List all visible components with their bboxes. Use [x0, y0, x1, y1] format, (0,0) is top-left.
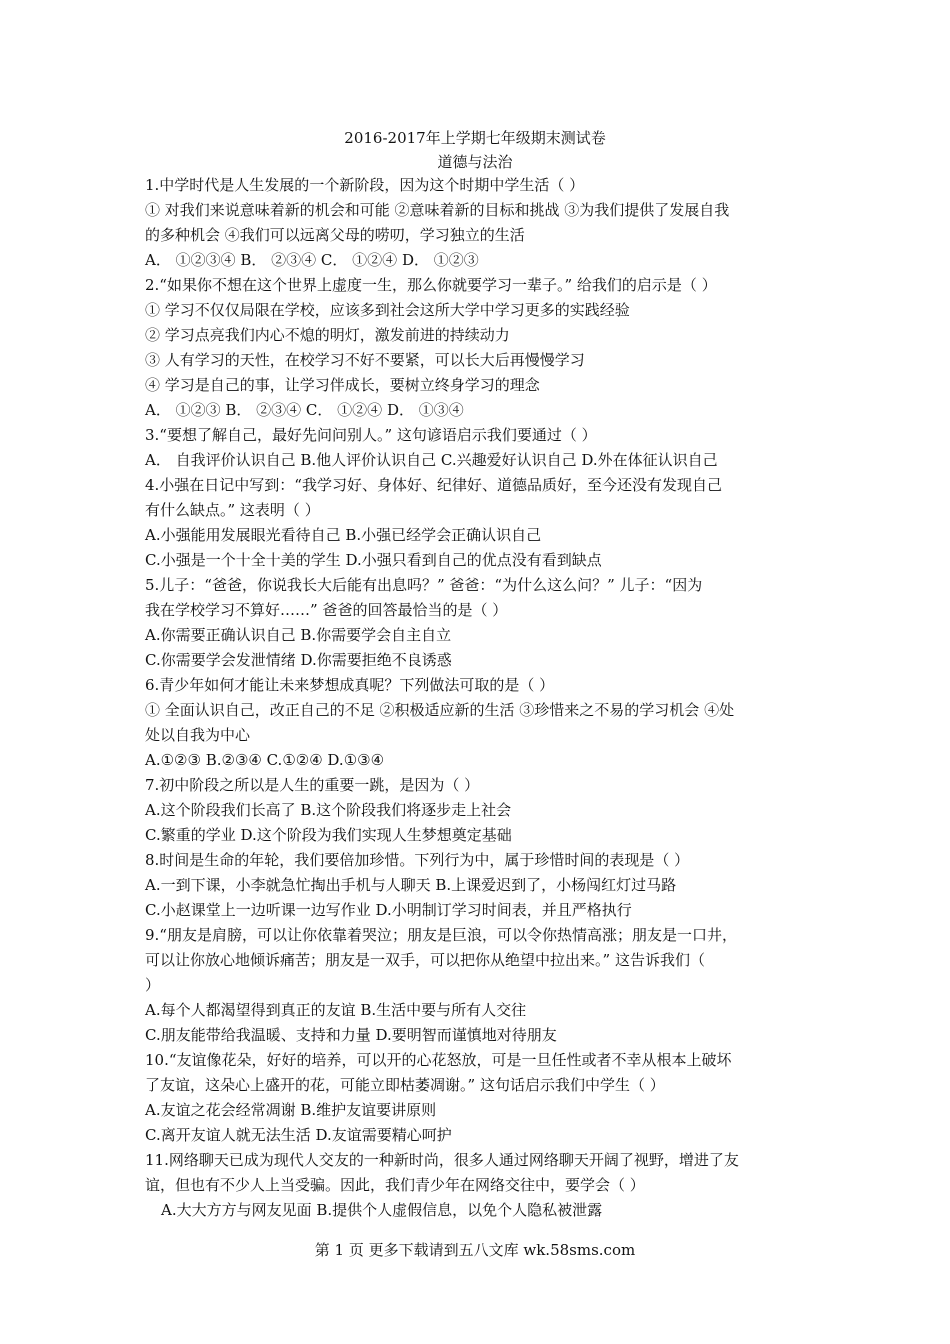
- text-line: 5.儿子：“爸爸，你说我长大后能有出息吗？” 爸爸：“为什么这么问？” 儿子：“因为: [145, 576, 703, 594]
- text-line: A.这个阶段我们长高了 B.这个阶段我们将逐步走上社会: [145, 801, 512, 819]
- text-line: ④ 学习是自己的事，让学习伴成长，要树立终身学习的理念: [145, 376, 540, 394]
- text-line: A.每个人都渴望得到真正的友谊 B.生活中要与所有人交往: [145, 1001, 527, 1019]
- text-line: 我在学校学习不算好……” 爸爸的回答最恰当的是（ ）: [145, 601, 508, 619]
- text-line: ② 学习点亮我们内心不熄的明灯，激发前进的持续动力: [145, 326, 510, 344]
- text-line: C.朋友能带给我温暖、支持和力量 D.要明智而谨慎地对待朋友: [145, 1026, 557, 1044]
- text-line: 了友谊，这朵心上盛开的花，可能立即枯萎凋谢。” 这句话启示我们中学生（ ）: [145, 1076, 665, 1094]
- text-line: A． 自我评价认识自己 B.他人评价认识自己 C.兴趣爱好认识自己 D.外在体征认识自己: [145, 451, 718, 469]
- text-line: 的多种机会 ④我们可以远离父母的唠叨，学习独立的生活: [145, 226, 525, 244]
- text-line: ）: [145, 976, 161, 994]
- text-line: 有什么缺点。” 这表明（ ）: [145, 501, 320, 519]
- text-line: 11.网络聊天已成为现代人交友的一种新时尚，很多人通过网络聊天开阔了视野，增进了友: [145, 1151, 739, 1169]
- text-line: 2.“如果你不想在这个世界上虚度一生，那么你就要学习一辈子。” 给我们的启示是（ ）: [145, 276, 717, 294]
- text-line: 6.青少年如何才能让未来梦想成真呢？下列做法可取的是（ ）: [145, 676, 555, 694]
- text-line: A.①②③ B.②③④ C.①②④ D.①③④: [145, 751, 385, 769]
- text-line: ① 全面认识自己，改正自己的不足 ②积极适应新的生活 ③珍惜来之不易的学习机会 ④处: [145, 701, 735, 719]
- text-line: ① 学习不仅仅局限在学校，应该多到社会这所大学中学习更多的实践经验: [145, 301, 630, 319]
- text-line: C.离开友谊人就无法生活 D.友谊需要精心呵护: [145, 1126, 452, 1144]
- text-line: 处以自我为中心: [145, 726, 251, 744]
- text-line: A． ①②③④ B． ②③④ C． ①②④ D． ①②③: [145, 251, 479, 269]
- text-line: 8.时间是生命的年轮，我们要倍加珍惜。下列行为中，属于珍惜时间的表现是（ ）: [145, 851, 690, 869]
- text-line: A.你需要正确认识自己 B.你需要学会自主自立: [145, 626, 452, 644]
- text-line: 4.小强在日记中写到：“我学习好、身体好、纪律好、道德品质好，至今还没有发现自己: [145, 476, 722, 494]
- question-body: [145, 173, 825, 1223]
- text-line: 谊，但也有不少人上当受骗。因此，我们青少年在网络交往中，要学会（ ）: [145, 1176, 645, 1194]
- exam-subject: 道德与法治: [437, 153, 513, 171]
- text-line: C.繁重的学业 D.这个阶段为我们实现人生梦想奠定基础: [145, 826, 512, 844]
- text-line: ① 对我们来说意味着新的机会和可能 ②意味着新的目标和挑战 ③为我们提供了发展自我: [145, 201, 730, 219]
- text-line: A.一到下课，小李就急忙掏出手机与人聊天 B.上课爱迟到了，小杨闯红灯过马路: [145, 876, 677, 894]
- text-line: 9.“朋友是肩膀，可以让你依靠着哭泣；朋友是巨浪，可以令你热情高涨；朋友是一口井，: [145, 926, 737, 944]
- text-line: A． ①②③ B． ②③④ C． ①②④ D． ①③④: [145, 401, 464, 419]
- text-line: 可以让你放心地倾诉痛苦；朋友是一双手，可以把你从绝望中拉出来。” 这告诉我们（: [145, 951, 705, 969]
- page-footer: 第 1 页 更多下载请到五八文库 wk.58sms.com: [314, 1241, 636, 1259]
- text-line: 1.中学时代是人生发展的一个新阶段，因为这个时期中学生活（ ）: [145, 176, 585, 194]
- text-line: C.你需要学会发泄情绪 D.你需要拒绝不良诱惑: [145, 651, 452, 669]
- text-line: 7.初中阶段之所以是人生的重要一跳，是因为（ ）: [145, 776, 480, 794]
- text-line: A.小强能用发展眼光看待自己 B.小强已经学会正确认识自己: [145, 526, 542, 544]
- text-line: A.大大方方与网友见面 B.提供个人虚假信息，以免个人隐私被泄露: [161, 1201, 603, 1219]
- text-line: 3.“要想了解自己，最好先问问别人。” 这句谚语启示我们要通过（ ）: [145, 426, 597, 444]
- exam-title: 2016-2017年上学期七年级期末测试卷: [344, 129, 606, 147]
- text-line: 10.“友谊像花朵，好好的培养，可以开的心花怒放，可是一旦任性或者不幸从根本上破坏: [145, 1051, 732, 1069]
- text-line: C.小强是一个十全十美的学生 D.小强只看到自己的优点没有看到缺点: [145, 551, 602, 569]
- text-line: A.友谊之花会经常凋谢 B.维护友谊要讲原则: [145, 1101, 437, 1119]
- text-line: ③ 人有学习的天性，在校学习不好不要紧，可以长大后再慢慢学习: [145, 351, 585, 369]
- text-line: C.小赵课堂上一边听课一边写作业 D.小明制订学习时间表，并且严格执行: [145, 901, 632, 919]
